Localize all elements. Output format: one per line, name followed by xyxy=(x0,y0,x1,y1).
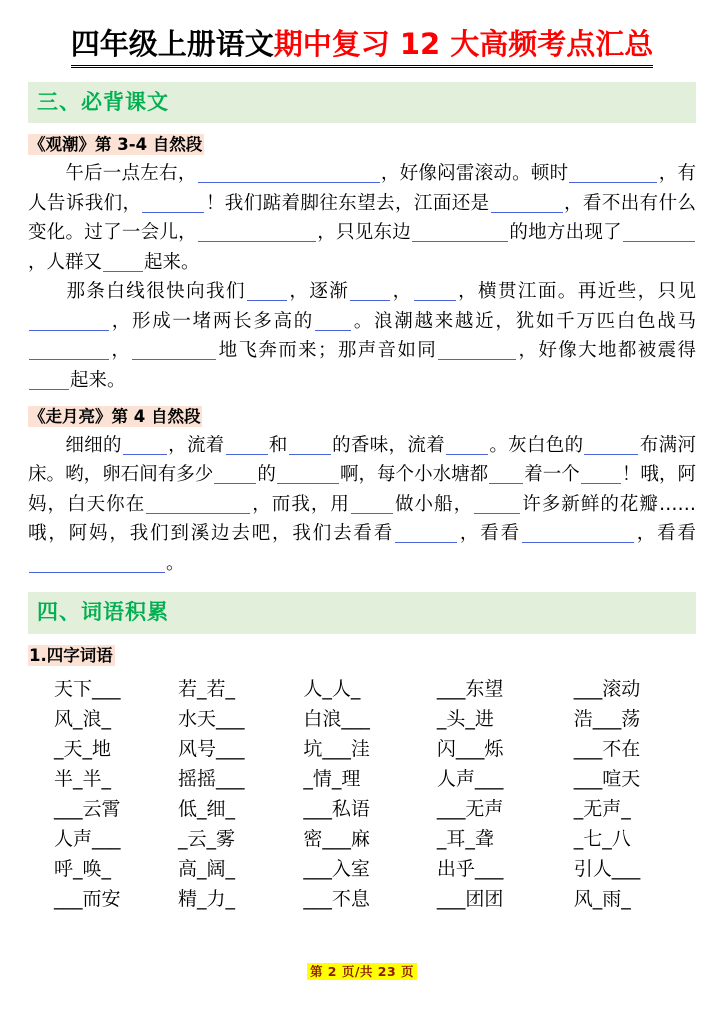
table-row xyxy=(28,734,696,764)
section-heading-4: 四、词语积累 xyxy=(28,592,696,633)
title-subject: 四年级上册语文 xyxy=(70,27,274,61)
passage-subtitle-zouyueliang: 《走月亮》第 4 自然段 xyxy=(29,407,201,427)
blank[interactable] xyxy=(289,434,331,455)
idiom-cell[interactable]: 密___麻 xyxy=(303,828,370,851)
idiom-cell[interactable]: 风_浪_ xyxy=(54,708,112,731)
blank[interactable] xyxy=(438,339,516,360)
blank[interactable] xyxy=(198,221,316,242)
idiom-cell[interactable]: ___云霄 xyxy=(54,798,121,821)
idiom-cell[interactable]: ___而安 xyxy=(54,888,121,911)
idiom-cell[interactable]: ___无声 xyxy=(436,798,504,821)
blank[interactable] xyxy=(29,339,109,360)
idiom-cell[interactable]: 风_雨_ xyxy=(573,888,631,911)
blank[interactable] xyxy=(395,522,457,543)
blank[interactable] xyxy=(103,251,143,272)
page-footer xyxy=(0,961,724,980)
blank[interactable] xyxy=(29,310,109,331)
page-title xyxy=(28,0,696,68)
blank[interactable] xyxy=(351,493,393,514)
idiom-cell[interactable]: ___入室 xyxy=(303,858,370,881)
blank[interactable] xyxy=(350,280,390,301)
idiom-cell[interactable]: _头_进 xyxy=(436,708,494,731)
passage-guanchao-p2: 那条白线很快向我们 ，逐渐 ， ，横贯江面。再近些，只见，形成一堵两长多高的 。浪潮越来越近，犹如千万匹白色战马， 地飞奔而来；那声音如同 ，好像大地都被震得起来。 xyxy=(28,277,696,395)
page-number-badge: 第 2 页/共 23 页 xyxy=(307,963,417,980)
idiom-cell[interactable]: 精_力_ xyxy=(178,888,236,911)
idiom-cell[interactable]: 闪___烁 xyxy=(436,738,504,761)
idiom-cell[interactable]: 浩___荡 xyxy=(573,708,641,731)
idiom-cell[interactable]: 白浪___ xyxy=(303,708,370,731)
table-row xyxy=(28,884,696,914)
idiom-cell[interactable]: _七_八 xyxy=(573,828,631,851)
blank[interactable] xyxy=(123,434,167,455)
blank[interactable] xyxy=(132,339,216,360)
idiom-cell[interactable]: 人声___ xyxy=(436,768,504,791)
idiom-cell[interactable]: 水天___ xyxy=(178,708,245,731)
blank[interactable] xyxy=(198,162,380,183)
idiom-cell[interactable]: _云_雾 xyxy=(178,828,236,851)
passage-subtitle-guanchao: 《观潮》第 3-4 自然段 xyxy=(29,135,203,155)
idiom-cell[interactable]: 高_阔_ xyxy=(178,858,236,881)
idiom-cell[interactable]: 人_人_ xyxy=(303,678,361,701)
table-row xyxy=(28,854,696,884)
idiom-cell[interactable]: 天下___ xyxy=(54,678,121,701)
idiom-cell[interactable]: _耳_聋 xyxy=(436,828,494,851)
blank[interactable] xyxy=(226,434,268,455)
idiom-cell[interactable]: 风号___ xyxy=(178,738,245,761)
blank[interactable] xyxy=(29,369,69,390)
idiom-cell[interactable]: ___喧天 xyxy=(573,768,641,791)
blank[interactable] xyxy=(581,463,621,484)
blank[interactable] xyxy=(474,493,520,514)
idiom-cell[interactable]: _情_理 xyxy=(303,768,361,791)
blank[interactable] xyxy=(412,221,508,242)
idiom-cell[interactable]: 引人___ xyxy=(573,858,641,881)
idiom-cell[interactable]: ___不在 xyxy=(573,738,641,761)
table-row xyxy=(28,794,696,824)
idiom-grid xyxy=(28,674,696,914)
idiom-grid-body xyxy=(28,674,696,914)
blank[interactable] xyxy=(414,280,456,301)
blank[interactable] xyxy=(584,434,638,455)
blank[interactable] xyxy=(277,463,339,484)
passage-zouyueliang-p1: 细细的 ，流着 和 的香味，流着 。灰白色的 布满河床。哟，卵石间有多少 的 啊，每个小水塘都 着一个 ！哦，阿妈，白天你在 ，而我，用 做小船， 许多新鲜的花瓣……哦，阿妈，我们到溪边去吧，我们去看看 ，看看 ，看看。 xyxy=(28,434,696,574)
idiom-cell[interactable]: 人声___ xyxy=(54,828,121,851)
blank[interactable] xyxy=(489,463,523,484)
blank[interactable] xyxy=(491,192,563,213)
idiom-cell[interactable]: ___私语 xyxy=(303,798,370,821)
vocabulary-subtitle: 1.四字词语 xyxy=(29,645,113,665)
idiom-cell[interactable]: _天_地 xyxy=(54,738,112,761)
idiom-cell[interactable]: 低_细_ xyxy=(178,798,236,821)
idiom-cell[interactable]: 出乎___ xyxy=(436,858,504,881)
blank[interactable] xyxy=(522,522,634,543)
idiom-cell[interactable]: 呼_唤_ xyxy=(54,858,112,881)
blank[interactable] xyxy=(247,280,287,301)
blank[interactable] xyxy=(146,493,250,514)
blank[interactable] xyxy=(214,463,256,484)
idiom-cell[interactable]: 坑___洼 xyxy=(303,738,370,761)
blank[interactable] xyxy=(142,192,204,213)
table-row xyxy=(28,764,696,794)
section-heading-3: 三、必背课文 xyxy=(28,82,696,123)
idiom-cell[interactable]: _无声_ xyxy=(573,798,631,821)
passage-guanchao-p1: 午后一点左右， ，好像闷雷滚动。顿时 ，有人告诉我们， ！我们踮着脚往东望去，江面还是 ，看不出有什么变化。过了一会儿， ，只见东边 的地方出现了，人群又 起来。 xyxy=(28,163,696,273)
idiom-cell[interactable]: 半_半_ xyxy=(54,768,112,791)
blank[interactable] xyxy=(446,434,488,455)
idiom-cell[interactable]: ___团团 xyxy=(436,888,504,911)
table-row xyxy=(28,824,696,854)
idiom-cell[interactable]: 摇摇___ xyxy=(178,768,245,791)
blank[interactable] xyxy=(315,310,351,331)
table-row xyxy=(28,704,696,734)
idiom-cell[interactable]: ___东望 xyxy=(436,678,504,701)
blank[interactable] xyxy=(29,552,165,573)
title-highlight: 期中复习 12 大高频考点汇总 xyxy=(273,27,654,61)
blank[interactable] xyxy=(623,221,695,242)
idiom-cell[interactable]: ___滚动 xyxy=(573,678,641,701)
blank[interactable] xyxy=(569,162,657,183)
table-row xyxy=(28,674,696,704)
idiom-cell[interactable]: 若_若_ xyxy=(178,678,236,701)
idiom-cell[interactable]: ___不息 xyxy=(303,888,370,911)
